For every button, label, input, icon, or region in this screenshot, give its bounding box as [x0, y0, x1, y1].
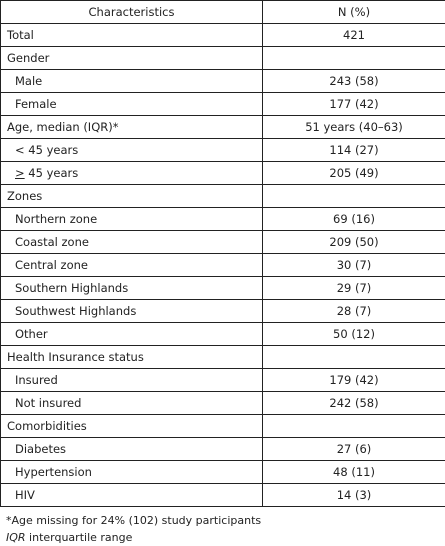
table-row [1, 277, 445, 300]
row-label: Southwest Highlands [1, 300, 263, 323]
row-label-rest: 45 years [25, 166, 79, 180]
table-header-row [1, 1, 445, 24]
table-row [1, 208, 445, 231]
row-label: HIV [1, 484, 263, 507]
row-value [263, 346, 445, 369]
table-row [1, 116, 445, 139]
table-row [1, 461, 445, 484]
row-label: Southern Highlands [1, 277, 263, 300]
row-label: Comorbidities [1, 415, 263, 438]
row-value: 209 (50) [263, 231, 445, 254]
row-value: 30 (7) [263, 254, 445, 277]
row-value: 48 (11) [263, 461, 445, 484]
row-value: 29 (7) [263, 277, 445, 300]
table-row [1, 162, 445, 185]
table-row [1, 185, 445, 208]
table-footnotes [0, 507, 445, 546]
row-value [263, 185, 445, 208]
row-value: 242 (58) [263, 392, 445, 415]
row-value: 69 (16) [263, 208, 445, 231]
row-label: Coastal zone [1, 231, 263, 254]
row-label: Health Insurance status [1, 346, 263, 369]
row-label: Zones [1, 185, 263, 208]
row-label: Central zone [1, 254, 263, 277]
row-label: Hypertension [1, 461, 263, 484]
table-row [1, 438, 445, 461]
row-label-symbol: > [15, 166, 25, 180]
row-label: Not insured [1, 392, 263, 415]
row-value: 28 (7) [263, 300, 445, 323]
row-value: 51 years (40–63) [263, 116, 445, 139]
row-value: 50 (12) [263, 323, 445, 346]
row-label: Other [1, 323, 263, 346]
header-n-percent: N (%) [263, 1, 445, 24]
header-characteristics: Characteristics [1, 1, 263, 24]
row-value: 177 (42) [263, 93, 445, 116]
row-label: < 45 years [1, 139, 263, 162]
table-row [1, 300, 445, 323]
row-value: 179 (42) [263, 369, 445, 392]
row-value: 243 (58) [263, 70, 445, 93]
footnote-age-missing: *Age missing for 24% (102) study participants [6, 512, 445, 529]
row-value: 421 [263, 24, 445, 47]
row-value: 114 (27) [263, 139, 445, 162]
row-value: 14 (3) [263, 484, 445, 507]
footnote-iqr-text: interquartile range [26, 531, 133, 544]
row-label [1, 162, 263, 185]
row-label: Diabetes [1, 438, 263, 461]
row-label: Male [1, 70, 263, 93]
row-label: Total [1, 24, 263, 47]
row-label: Northern zone [1, 208, 263, 231]
footnote-iqr-abbrev: IQR [6, 531, 26, 544]
row-label: Gender [1, 47, 263, 70]
row-value [263, 415, 445, 438]
table-body [1, 24, 445, 507]
table-row [1, 47, 445, 70]
table-row [1, 369, 445, 392]
row-value [263, 47, 445, 70]
table-row [1, 415, 445, 438]
table-row [1, 93, 445, 116]
row-value: 205 (49) [263, 162, 445, 185]
table-row [1, 392, 445, 415]
footnote-iqr [6, 529, 445, 546]
table-row [1, 70, 445, 93]
row-label: Female [1, 93, 263, 116]
table-row [1, 323, 445, 346]
table-row [1, 139, 445, 162]
table-row [1, 231, 445, 254]
row-value: 27 (6) [263, 438, 445, 461]
table-row [1, 484, 445, 507]
table-row [1, 24, 445, 47]
table-row [1, 254, 445, 277]
row-label: Age, median (IQR)* [1, 116, 263, 139]
table-row [1, 346, 445, 369]
row-label: Insured [1, 369, 263, 392]
